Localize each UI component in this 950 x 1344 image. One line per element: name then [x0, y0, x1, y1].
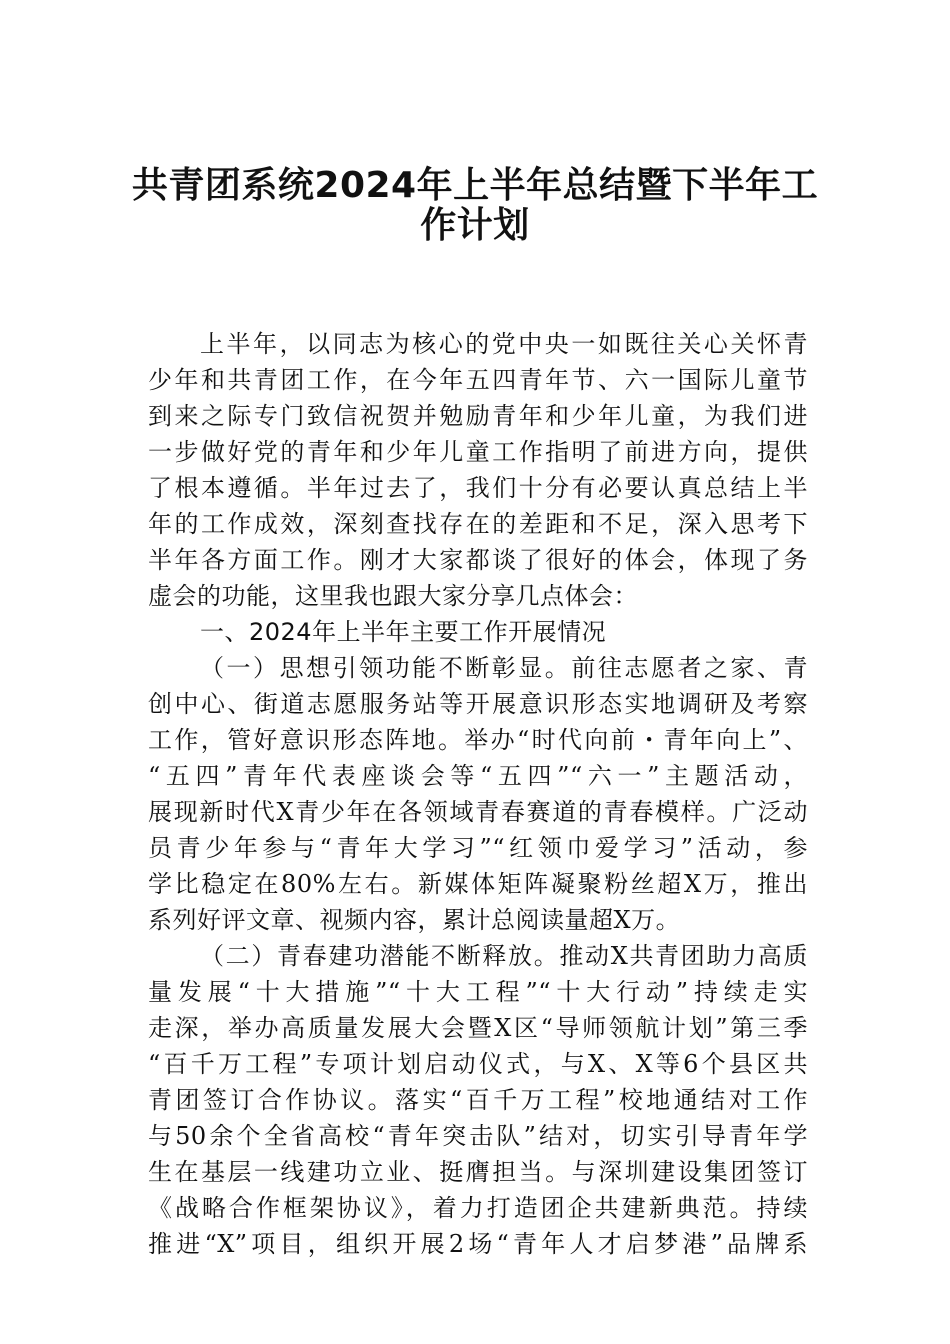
paragraph-line: 生在基层一线建功立业、挺膺担当。与深圳建设集团签订: [148, 1158, 808, 1186]
paragraph-line: 走深，举办高质量发展大会暨X区“导师领航计划”第三季: [148, 1014, 808, 1042]
document-title-line-1: 共青团系统2024年上半年总结暨下半年工: [131, 165, 819, 206]
paragraph-line: 半年各方面工作。刚才大家都谈了很好的体会，体现了务: [148, 546, 808, 574]
paragraph-line: 上半年，以同志为核心的党中央一如既往关心关怀青: [200, 330, 808, 358]
document-body: [148, 326, 808, 1262]
paragraph-line: 《战略合作框架协议》，着力打造团企共建新典范。持续: [148, 1194, 808, 1222]
paragraph-line: 与50余个全省高校“青年突击队”结对，切实引导青年学: [148, 1122, 808, 1150]
paragraph-line: 推进“X”项目，组织开展2场“青年人才启梦港”品牌系: [148, 1230, 808, 1258]
paragraph-line: （二）青春建功潜能不断释放。推动X共青团助力高质: [200, 942, 808, 970]
paragraph-line: 展现新时代X青少年在各领域青春赛道的青春模样。广泛动: [148, 798, 808, 826]
paragraph-line: 学比稳定在80%左右。新媒体矩阵凝聚粉丝超X万，推出: [148, 870, 808, 898]
section-heading: 一、2024年上半年主要工作开展情况: [200, 618, 607, 646]
paragraph-line: 员青少年参与“青年大学习”“红领巾爱学习”活动，参: [148, 834, 808, 862]
paragraph-line: 少年和共青团工作，在今年五四青年节、六一国际儿童节: [148, 366, 808, 394]
paragraph-line: 工作，管好意识形态阵地。举办“时代向前・青年向上”、: [148, 726, 808, 754]
paragraph-line: 创中心、街道志愿服务站等开展意识形态实地调研及考察: [148, 690, 808, 718]
paragraph-line: （一）思想引领功能不断彰显。前往志愿者之家、青: [200, 654, 808, 682]
paragraph-line: 虚会的功能，这里我也跟大家分享几点体会：: [148, 582, 638, 610]
paragraph-line: 年的工作成效，深刻查找存在的差距和不足，深入思考下: [148, 510, 808, 538]
paragraph-line: 系列好评文章、视频内容，累计总阅读量超X万。: [148, 906, 681, 934]
document-title-line-2: 作计划: [420, 205, 530, 246]
paragraph-line: “百千万工程”专项计划启动仪式，与X、X等6个县区共: [148, 1050, 808, 1078]
paragraph-line: 青团签订合作协议。落实“百千万工程”校地通结对工作: [148, 1086, 808, 1114]
paragraph-line: 量发展“十大措施”“十大工程”“十大行动”持续走实: [148, 978, 808, 1006]
paragraph-line: 了根本遵循。半年过去了，我们十分有必要认真总结上半: [148, 474, 808, 502]
paragraph-line: 到来之际专门致信祝贺并勉励青年和少年儿童，为我们进: [148, 402, 808, 430]
paragraph-line: “五四”青年代表座谈会等“五四”“六一”主题活动，: [148, 762, 808, 790]
paragraph-line: 一步做好党的青年和少年儿童工作指明了前进方向，提供: [148, 438, 808, 466]
